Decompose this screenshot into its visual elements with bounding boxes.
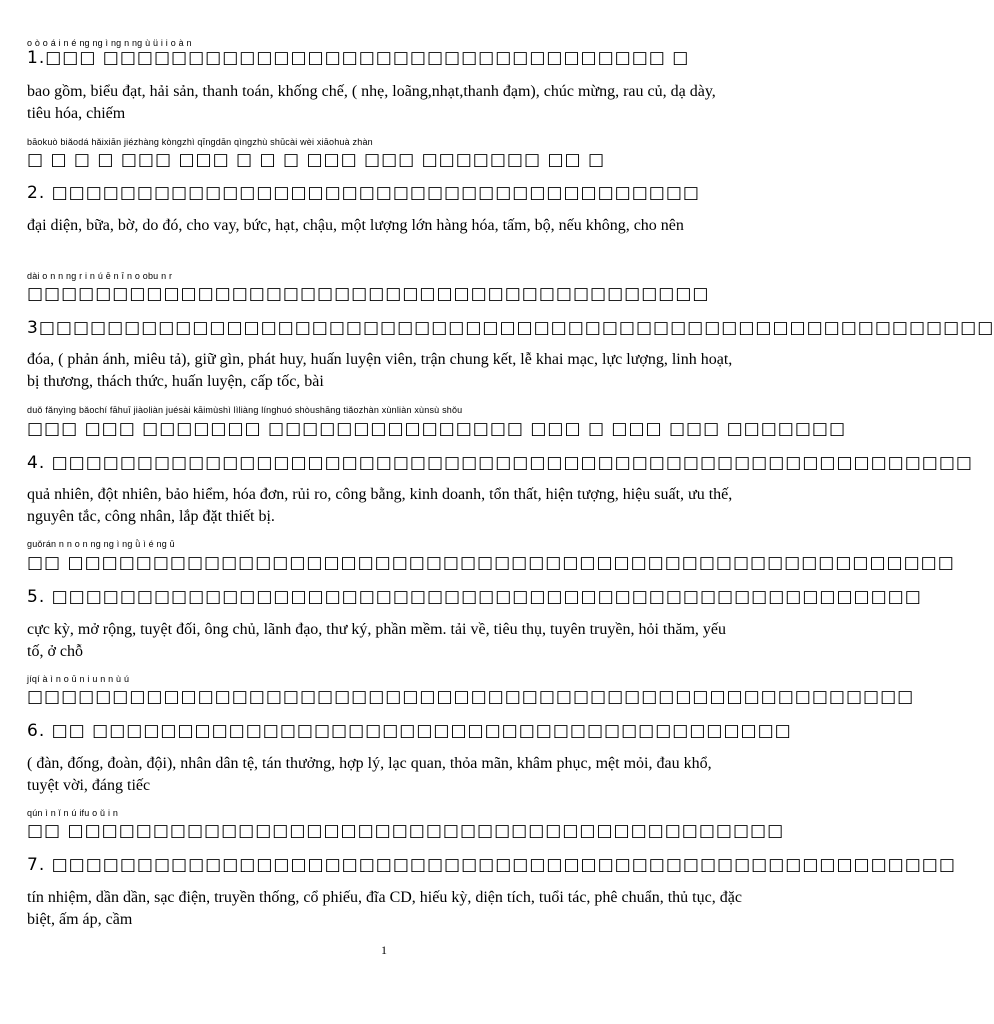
heading-3: 3□□□□□□□□□□□□□□□□□□□□□□□□□□□□□□□□□□□□□□□□□□□□□□□□□□□□□□□□ — [27, 318, 994, 338]
pinyin-line-1b: bāokuò biǎodá hǎixiān jiézhàng kòngzhì qīngdān qìngzhù shūcài wèi xiāohuà zhàn — [27, 137, 373, 147]
vietnamese-line-2: đại diện, bữa, bờ, do đó, cho vay, bức, hạt, chậu, một lượng lớn hàng hóa, tấm, bộ, nếu không, cho nên — [27, 217, 684, 234]
vietnamese-line-5: cực kỳ, mở rộng, tuyệt đối, ông chủ, lãnh đạo, thư ký, phần mềm. tải về, tiêu thụ, tuyên truyền, hỏi thăm, yếu tố, ở chỗ — [27, 621, 726, 660]
chinese-line-1: □ □ □ □ □□□ □□□ □ □ □ □□□ □□□ □□□□□□□ □□ □ — [27, 150, 606, 170]
heading-7: 7. □□□□□□□□□□□□□□□□□□□□□□□□□□□□□□□□□□□□□□□□□□□□□□□□□□□□□ — [27, 855, 956, 875]
heading-5: 5. □□□□□□□□□□□□□□□□□□□□□□□□□□□□□□□□□□□□□□□□□□□□□□□□□□□ — [27, 587, 922, 607]
heading-1: 1.□□□ □□□□□□□□□□□□□□□□□□□□□□□□□□□□□□□□□ □ — [27, 48, 690, 68]
chinese-line-6: □□ □□□□□□□□□□□□□□□□□□□□□□□□□□□□□□□□□□□□□□□□□□ — [27, 821, 785, 841]
pinyin-line-3: duǒ fǎnyìng bǎochí fāhuī jiàoliàn juésài kāimùshì lìliàng línghuó shòushāng tiǎozhàn xùnliàn xùnsù shǒu — [27, 405, 463, 415]
pinyin-line-5: jíqí à ì n o ū n i u n n ù ú — [27, 674, 130, 684]
chinese-line-2: □□□□□□□□□□□□□□□□□□□□□□□□□□□□□□□□□□□□□□□□ — [27, 284, 710, 304]
pinyin-line-4: guǒrán n n o n ng ng ì ng ǜ ì é ng ū — [27, 539, 175, 549]
heading-6: 6. □□ □□□□□□□□□□□□□□□□□□□□□□□□□□□□□□□□□□□□□□□□□ — [27, 721, 792, 741]
chinese-line-4: □□ □□□□□□□□□□□□□□□□□□□□□□□□□□□□□□□□□□□□□□□□□□□□□□□□□□□□ — [27, 553, 955, 573]
chinese-line-3: □□□ □□□ □□□□□□□ □□□□□□□□□□□□□□□ □□□ □ □□□ □□□ □□□□□□□ — [27, 419, 847, 439]
pinyin-line-2: dài o n n ng r i n ú ē n ī n o obu n r — [27, 271, 173, 281]
vietnamese-line-4: quả nhiên, đột nhiên, bảo hiểm, hóa đơn, rủi ro, công bằng, kinh doanh, tổn thất, hiện tượng, hiệu suất, ưu thế, nguyên tắc, công nhân, lắp đặt thiết bị. — [27, 486, 733, 525]
pinyin-line-1: o ò o á i n é ng ng ì ng n ng ù ü i i o à n — [27, 38, 192, 48]
heading-2: 2. □□□□□□□□□□□□□□□□□□□□□□□□□□□□□□□□□□□□□□ — [27, 183, 700, 203]
page-number: 1 — [381, 943, 387, 957]
vietnamese-line-6: ( đàn, đống, đoàn, đội), nhân dân tệ, tán thưởng, hợp lý, lạc quan, thỏa mãn, khâm phục, mệt mỏi, đau khổ, tuyệt vời, đáng tiếc — [27, 755, 712, 794]
pinyin-line-6: qún ì n ǐ n ú ifu o ǔ i n — [27, 808, 119, 818]
chinese-line-5: □□□□□□□□□□□□□□□□□□□□□□□□□□□□□□□□□□□□□□□□□□□□□□□□□□□□ — [27, 687, 915, 707]
vietnamese-line-1: bao gồm, biểu đạt, hải sản, thanh toán, khống chế, ( nhẹ, loãng,nhạt,thanh đạm), chúc mừng, rau củ, dạ dày, tiêu hóa, chiếm — [27, 83, 716, 122]
heading-4: 4. □□□□□□□□□□□□□□□□□□□□□□□□□□□□□□□□□□□□□□□□□□□□□□□□□□□□□□ — [27, 453, 973, 473]
vietnamese-line-7: tín nhiệm, dần dần, sạc điện, truyền thống, cổ phiếu, đĩa CD, hiếu kỳ, diện tích, tuổi tác, phê chuẩn, thủ tục, đặc biệt, ấm áp, cầm — [27, 889, 742, 928]
vietnamese-line-3: đóa, ( phản ánh, miêu tả), giữ gìn, phát huy, huấn luyện viên, trận chung kết, lễ khai mạc, lực lượng, linh hoạt, bị thương, thách thức, huấn luyện, cấp tốc, bài — [27, 351, 733, 390]
